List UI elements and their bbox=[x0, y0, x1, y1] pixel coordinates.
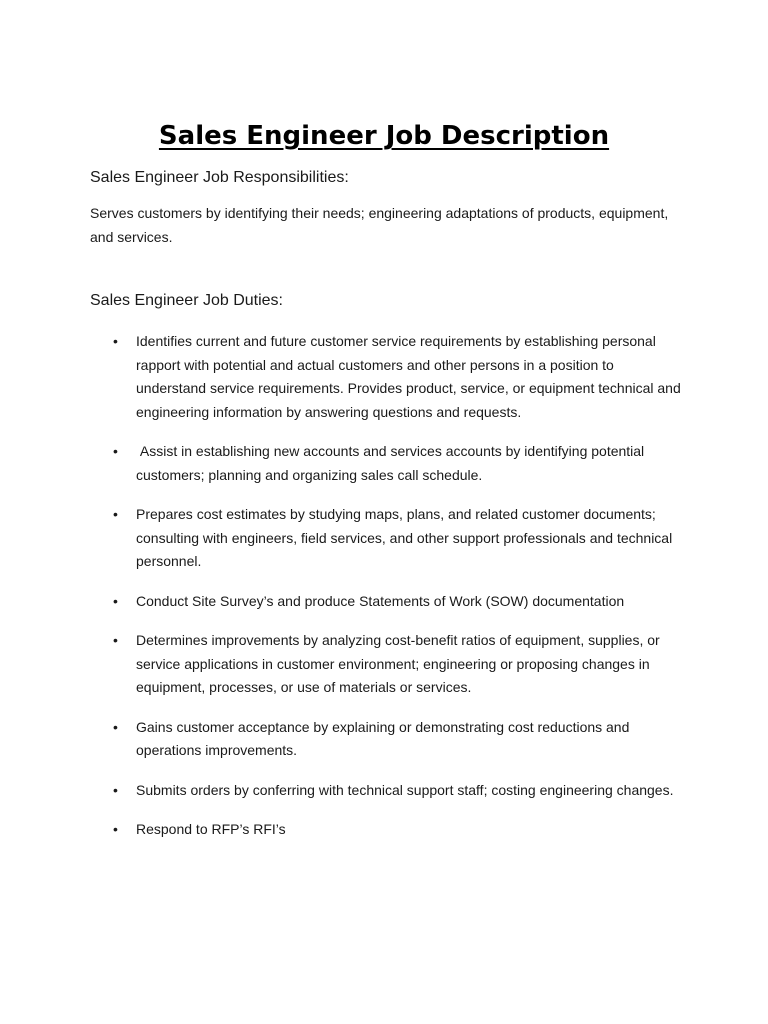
duty-item bbox=[0, 779, 681, 803]
duties-heading: Sales Engineer Job Duties: bbox=[90, 292, 283, 309]
duty-item bbox=[0, 330, 685, 424]
responsibilities-heading: Sales Engineer Job Responsibilities: bbox=[90, 169, 349, 186]
duty-text: Identifies current and future customer service requirements by establishing personal rapport with potential and actual customers and other persons in a position to understand service requirements. Provides product, service, or equipment technical and engineering information by answering questions and requests. bbox=[136, 333, 685, 420]
document-title: Sales Engineer Job Description bbox=[158, 121, 610, 151]
duty-item bbox=[0, 590, 681, 614]
duty-text: Respond to RFP’s RFI’s bbox=[136, 821, 286, 837]
bullet-icon: • bbox=[113, 592, 118, 609]
bullet-icon: • bbox=[113, 718, 118, 735]
bullet-icon: • bbox=[113, 781, 118, 798]
duties-list bbox=[0, 330, 768, 858]
duty-item bbox=[0, 716, 681, 763]
duty-text: Submits orders by conferring with technical support staff; costing engineering changes. bbox=[136, 781, 674, 798]
duty-item bbox=[0, 629, 681, 700]
duty-item bbox=[0, 503, 681, 574]
duty-text: Prepares cost estimates by studying maps, plans, and related customer documents; consulting with engineers, field services, and other support professionals and technical personnel. bbox=[136, 506, 677, 569]
bullet-icon: • bbox=[113, 506, 118, 522]
bullet-icon: • bbox=[113, 632, 118, 648]
bullet-icon: • bbox=[113, 821, 118, 837]
duty-text: Gains customer acceptance by explaining or demonstrating cost reductions and operations improvements. bbox=[136, 718, 634, 758]
duty-text: Conduct Site Survey’s and produce Statements of Work (SOW) documentation bbox=[136, 592, 625, 609]
duty-text: Assist in establishing new accounts and services accounts by identifying potential customers; planning and organizing sales call schedule. bbox=[136, 443, 649, 483]
duty-item bbox=[0, 818, 681, 842]
bullet-icon: • bbox=[113, 443, 118, 459]
responsibilities-paragraph: Serves customers by identifying their needs; engineering adaptations of products, equipment, and services. bbox=[90, 205, 669, 245]
duty-item bbox=[0, 440, 681, 487]
bullet-icon: • bbox=[113, 333, 118, 349]
duty-text: Determines improvements by analyzing cost-benefit ratios of equipment, supplies, or service applications in customer environment; engineering or proposing changes in equipment, processes, or use of materials or services. bbox=[136, 632, 664, 695]
